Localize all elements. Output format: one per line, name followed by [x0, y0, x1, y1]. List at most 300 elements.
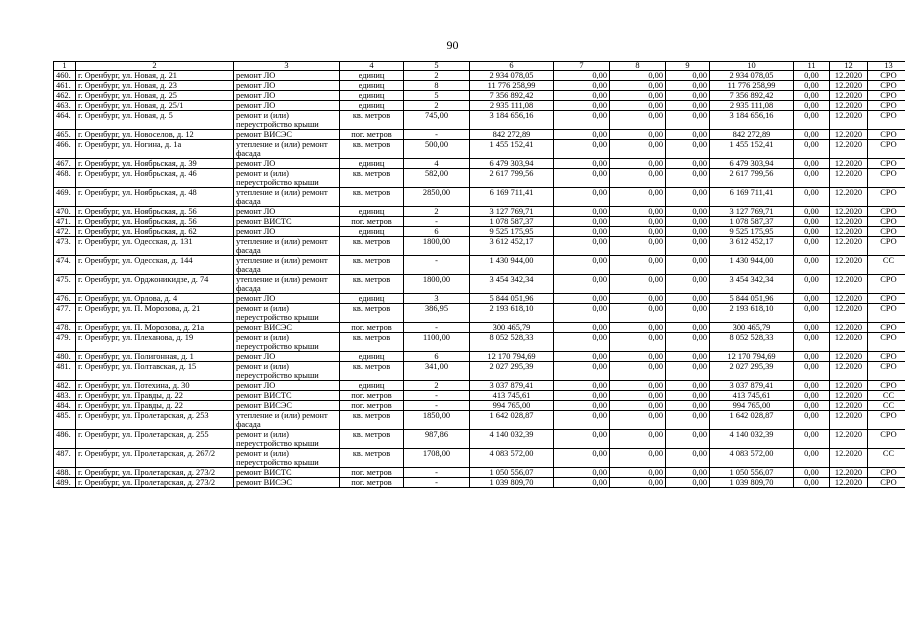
fund-cell-8: 0,00 [610, 101, 666, 111]
fund-cell-9: 0,00 [666, 304, 710, 323]
address-cell: г. Оренбург, ул. Пролетарская, д. 273/2 [76, 478, 234, 488]
fund-cell-9: 0,00 [666, 159, 710, 169]
table-row [54, 169, 905, 188]
other-funds-cell: 0,00 [794, 237, 830, 256]
address-cell: г. Оренбург, ул. Пролетарская, д. 255 [76, 430, 234, 449]
fund-cell-7: 0,00 [554, 411, 610, 430]
method-cell: СРО [868, 323, 905, 333]
address-cell: г. Оренбург, ул. Ноябрьская, д. 62 [76, 227, 234, 237]
deadline-cell: 12.2020 [830, 237, 868, 256]
fund-cell-9: 0,00 [666, 217, 710, 227]
work-type-cell: утепление и (или) ремонт фасада [234, 275, 340, 294]
other-funds-cell: 0,00 [794, 449, 830, 468]
work-type-cell: ремонт ВИСТС [234, 391, 340, 401]
work-type-cell: ремонт ЛО [234, 101, 340, 111]
fund-cell-8: 0,00 [610, 256, 666, 275]
owners-funds-cell: 3 184 656,16 [710, 111, 794, 130]
work-type-cell: утепление и (или) ремонт фасада [234, 188, 340, 207]
other-funds-cell: 0,00 [794, 101, 830, 111]
work-type-cell: ремонт ЛО [234, 159, 340, 169]
work-type-cell: ремонт ЛО [234, 81, 340, 91]
fund-cell-7: 0,00 [554, 91, 610, 101]
total-cost-cell: 6 169 711,41 [470, 188, 554, 207]
table-row [54, 411, 905, 430]
fund-cell-8: 0,00 [610, 304, 666, 323]
work-type-cell: ремонт ВИСЭС [234, 323, 340, 333]
header-cell-3: 3 [234, 62, 340, 71]
quantity-cell: 2 [404, 71, 470, 81]
table-row [54, 430, 905, 449]
work-type-cell: ремонт ЛО [234, 352, 340, 362]
row-number: 462. [54, 91, 76, 101]
owners-funds-cell: 2 027 295,39 [710, 362, 794, 381]
fund-cell-7: 0,00 [554, 478, 610, 488]
address-cell: г. Оренбург, ул. Ноябрьская, д. 46 [76, 169, 234, 188]
owners-funds-cell: 994 765,00 [710, 401, 794, 411]
address-cell: г. Оренбург, ул. П. Морозова, д. 21а [76, 323, 234, 333]
owners-funds-cell: 5 844 051,96 [710, 294, 794, 304]
other-funds-cell: 0,00 [794, 352, 830, 362]
fund-cell-8: 0,00 [610, 217, 666, 227]
method-cell: СРО [868, 352, 905, 362]
deadline-cell: 12.2020 [830, 401, 868, 411]
table-row [54, 275, 905, 294]
method-cell: СРО [868, 140, 905, 159]
fund-cell-7: 0,00 [554, 381, 610, 391]
work-type-cell: ремонт ЛО [234, 227, 340, 237]
unit-cell: пог. метров [340, 391, 404, 401]
unit-cell: пог. метров [340, 130, 404, 140]
row-number: 465. [54, 130, 76, 140]
unit-cell: пог. метров [340, 323, 404, 333]
header-cell-9: 9 [666, 62, 710, 71]
total-cost-cell: 3 454 342,34 [470, 275, 554, 294]
owners-funds-cell: 7 356 892,42 [710, 91, 794, 101]
deadline-cell: 12.2020 [830, 352, 868, 362]
total-cost-cell: 1 039 809,70 [470, 478, 554, 488]
table-row [54, 140, 905, 159]
row-number: 470. [54, 207, 76, 217]
total-cost-cell: 3 612 452,17 [470, 237, 554, 256]
method-cell: СРО [868, 188, 905, 207]
total-cost-cell: 1 642 028,87 [470, 411, 554, 430]
other-funds-cell: 0,00 [794, 430, 830, 449]
quantity-cell: 6 [404, 227, 470, 237]
header-cell-12: 12 [830, 62, 868, 71]
header-cell-7: 7 [554, 62, 610, 71]
work-type-cell: утепление и (или) ремонт фасада [234, 237, 340, 256]
total-cost-cell: 2 935 111,08 [470, 101, 554, 111]
total-cost-cell: 4 140 032,39 [470, 430, 554, 449]
fund-cell-9: 0,00 [666, 140, 710, 159]
quantity-cell: - [404, 478, 470, 488]
fund-cell-7: 0,00 [554, 81, 610, 91]
work-type-cell: ремонт ВИСЭС [234, 401, 340, 411]
owners-funds-cell: 413 745,61 [710, 391, 794, 401]
quantity-cell: 745,00 [404, 111, 470, 130]
unit-cell: единиц [340, 207, 404, 217]
fund-cell-9: 0,00 [666, 401, 710, 411]
row-number: 464. [54, 111, 76, 130]
unit-cell: единиц [340, 101, 404, 111]
fund-cell-7: 0,00 [554, 352, 610, 362]
address-cell: г. Оренбург, ул. Одесская, д. 144 [76, 256, 234, 275]
fund-cell-8: 0,00 [610, 130, 666, 140]
total-cost-cell: 9 525 175,95 [470, 227, 554, 237]
address-cell: г. Оренбург, ул. Новая, д. 23 [76, 81, 234, 91]
fund-cell-7: 0,00 [554, 159, 610, 169]
fund-cell-7: 0,00 [554, 237, 610, 256]
quantity-cell: - [404, 130, 470, 140]
unit-cell: единиц [340, 381, 404, 391]
fund-cell-7: 0,00 [554, 207, 610, 217]
owners-funds-cell: 9 525 175,95 [710, 227, 794, 237]
row-number: 486. [54, 430, 76, 449]
method-cell: СС [868, 391, 905, 401]
unit-cell: кв. метров [340, 237, 404, 256]
method-cell: СРО [868, 294, 905, 304]
fund-cell-9: 0,00 [666, 169, 710, 188]
owners-funds-cell: 1 455 152,41 [710, 140, 794, 159]
fund-cell-9: 0,00 [666, 478, 710, 488]
deadline-cell: 12.2020 [830, 391, 868, 401]
fund-cell-7: 0,00 [554, 130, 610, 140]
header-cell-6: 6 [470, 62, 554, 71]
fund-cell-7: 0,00 [554, 140, 610, 159]
work-type-cell: ремонт ВИСТС [234, 468, 340, 478]
fund-cell-7: 0,00 [554, 256, 610, 275]
deadline-cell: 12.2020 [830, 449, 868, 468]
other-funds-cell: 0,00 [794, 130, 830, 140]
address-cell: г. Оренбург, ул. Ногина, д. 1а [76, 140, 234, 159]
fund-cell-9: 0,00 [666, 362, 710, 381]
method-cell: СРО [868, 130, 905, 140]
other-funds-cell: 0,00 [794, 188, 830, 207]
total-cost-cell: 2 027 295,39 [470, 362, 554, 381]
method-cell: СС [868, 449, 905, 468]
table-row [54, 256, 905, 275]
fund-cell-8: 0,00 [610, 449, 666, 468]
fund-cell-8: 0,00 [610, 71, 666, 81]
total-cost-cell: 1 430 944,00 [470, 256, 554, 275]
table-row [54, 237, 905, 256]
fund-cell-7: 0,00 [554, 304, 610, 323]
method-cell: СРО [868, 227, 905, 237]
fund-cell-8: 0,00 [610, 391, 666, 401]
deadline-cell: 12.2020 [830, 140, 868, 159]
method-cell: СРО [868, 207, 905, 217]
fund-cell-8: 0,00 [610, 275, 666, 294]
fund-cell-7: 0,00 [554, 430, 610, 449]
deadline-cell: 12.2020 [830, 381, 868, 391]
fund-cell-7: 0,00 [554, 468, 610, 478]
table-row [54, 227, 905, 237]
total-cost-cell: 994 765,00 [470, 401, 554, 411]
quantity-cell: 1100,00 [404, 333, 470, 352]
other-funds-cell: 0,00 [794, 294, 830, 304]
quantity-cell: 500,00 [404, 140, 470, 159]
fund-cell-7: 0,00 [554, 323, 610, 333]
table-row [54, 294, 905, 304]
method-cell: СРО [868, 381, 905, 391]
work-type-cell: ремонт и (или) переустройство крыши [234, 362, 340, 381]
unit-cell: кв. метров [340, 304, 404, 323]
fund-cell-7: 0,00 [554, 333, 610, 352]
table-row [54, 159, 905, 169]
fund-cell-8: 0,00 [610, 294, 666, 304]
total-cost-cell: 1 050 556,07 [470, 468, 554, 478]
unit-cell: пог. метров [340, 217, 404, 227]
quantity-cell: 1800,00 [404, 275, 470, 294]
fund-cell-7: 0,00 [554, 71, 610, 81]
total-cost-cell: 8 052 528,33 [470, 333, 554, 352]
other-funds-cell: 0,00 [794, 169, 830, 188]
total-cost-cell: 300 465,79 [470, 323, 554, 333]
total-cost-cell: 3 184 656,16 [470, 111, 554, 130]
fund-cell-7: 0,00 [554, 362, 610, 381]
fund-cell-7: 0,00 [554, 101, 610, 111]
table-row [54, 130, 905, 140]
quantity-cell: 2 [404, 101, 470, 111]
table-row [54, 217, 905, 227]
row-number: 471. [54, 217, 76, 227]
fund-cell-8: 0,00 [610, 91, 666, 101]
method-cell: СРО [868, 169, 905, 188]
address-cell: г. Оренбург, ул. Ноябрьская, д. 39 [76, 159, 234, 169]
total-cost-cell: 1 455 152,41 [470, 140, 554, 159]
owners-funds-cell: 300 465,79 [710, 323, 794, 333]
method-cell: СС [868, 401, 905, 411]
address-cell: г. Оренбург, ул. Орлова, д. 4 [76, 294, 234, 304]
table-row [54, 101, 905, 111]
method-cell: СРО [868, 430, 905, 449]
fund-cell-9: 0,00 [666, 91, 710, 101]
address-cell: г. Оренбург, ул. Ноябрьская, д. 56 [76, 207, 234, 217]
header-row [54, 62, 905, 71]
work-type-cell: ремонт и (или) переустройство крыши [234, 449, 340, 468]
deadline-cell: 12.2020 [830, 101, 868, 111]
owners-funds-cell: 2 193 618,10 [710, 304, 794, 323]
method-cell: СРО [868, 275, 905, 294]
fund-cell-9: 0,00 [666, 468, 710, 478]
fund-cell-8: 0,00 [610, 362, 666, 381]
quantity-cell: - [404, 217, 470, 227]
row-number: 476. [54, 294, 76, 304]
row-number: 478. [54, 323, 76, 333]
work-type-cell: утепление и (или) ремонт фасада [234, 256, 340, 275]
quantity-cell: 2 [404, 207, 470, 217]
address-cell: г. Оренбург, ул. Потехина, д. 30 [76, 381, 234, 391]
fund-cell-8: 0,00 [610, 237, 666, 256]
table-row [54, 333, 905, 352]
row-number: 475. [54, 275, 76, 294]
quantity-cell: 1850,00 [404, 411, 470, 430]
owners-funds-cell: 3 612 452,17 [710, 237, 794, 256]
work-type-cell: ремонт ВИСЭС [234, 478, 340, 488]
fund-cell-9: 0,00 [666, 294, 710, 304]
row-number: 488. [54, 468, 76, 478]
fund-cell-9: 0,00 [666, 323, 710, 333]
other-funds-cell: 0,00 [794, 217, 830, 227]
row-number: 467. [54, 159, 76, 169]
work-type-cell: ремонт ЛО [234, 207, 340, 217]
table-row [54, 111, 905, 130]
deadline-cell: 12.2020 [830, 256, 868, 275]
total-cost-cell: 1 078 587,37 [470, 217, 554, 227]
table-row [54, 362, 905, 381]
header-cell-11: 11 [794, 62, 830, 71]
total-cost-cell: 11 776 258,99 [470, 81, 554, 91]
address-cell: г. Оренбург, ул. Орджоникидзе, д. 74 [76, 275, 234, 294]
table-row [54, 91, 905, 101]
address-cell: г. Оренбург, ул. П. Морозова, д. 21 [76, 304, 234, 323]
header-cell-10: 10 [710, 62, 794, 71]
header-cell-13: 13 [868, 62, 905, 71]
address-cell: г. Оренбург, ул. Новая, д. 5 [76, 111, 234, 130]
total-cost-cell: 3 037 879,41 [470, 381, 554, 391]
row-number: 484. [54, 401, 76, 411]
method-cell: СРО [868, 217, 905, 227]
table-row [54, 478, 905, 488]
method-cell: СС [868, 256, 905, 275]
total-cost-cell: 7 356 892,42 [470, 91, 554, 101]
quantity-cell: 5 [404, 91, 470, 101]
unit-cell: кв. метров [340, 362, 404, 381]
address-cell: г. Оренбург, ул. Новоселов, д. 12 [76, 130, 234, 140]
other-funds-cell: 0,00 [794, 256, 830, 275]
address-cell: г. Оренбург, ул. Правды, д. 22 [76, 401, 234, 411]
unit-cell: единиц [340, 71, 404, 81]
table-row [54, 391, 905, 401]
row-number: 489. [54, 478, 76, 488]
address-cell: г. Оренбург, ул. Новая, д. 25/1 [76, 101, 234, 111]
fund-cell-9: 0,00 [666, 71, 710, 81]
deadline-cell: 12.2020 [830, 362, 868, 381]
owners-funds-cell: 1 039 809,70 [710, 478, 794, 488]
fund-cell-8: 0,00 [610, 81, 666, 91]
total-cost-cell: 2 193 618,10 [470, 304, 554, 323]
row-number: 479. [54, 333, 76, 352]
fund-cell-9: 0,00 [666, 188, 710, 207]
page-number: 90 [446, 38, 459, 52]
work-type-cell: ремонт и (или) переустройство крыши [234, 169, 340, 188]
total-cost-cell: 3 127 769,71 [470, 207, 554, 217]
quantity-cell: 582,00 [404, 169, 470, 188]
owners-funds-cell: 2 935 111,08 [710, 101, 794, 111]
other-funds-cell: 0,00 [794, 323, 830, 333]
row-number: 482. [54, 381, 76, 391]
address-cell: г. Оренбург, ул. Ноябрьская, д. 56 [76, 217, 234, 227]
address-cell: г. Оренбург, ул. Новая, д. 21 [76, 71, 234, 81]
quantity-cell: 1708,00 [404, 449, 470, 468]
fund-cell-8: 0,00 [610, 430, 666, 449]
row-number: 487. [54, 449, 76, 468]
deadline-cell: 12.2020 [830, 111, 868, 130]
other-funds-cell: 0,00 [794, 111, 830, 130]
address-cell: г. Оренбург, ул. Пролетарская, д. 253 [76, 411, 234, 430]
works-table [53, 61, 905, 488]
quantity-cell: - [404, 256, 470, 275]
table-row [54, 323, 905, 333]
fund-cell-9: 0,00 [666, 352, 710, 362]
row-number: 460. [54, 71, 76, 81]
owners-funds-cell: 12 170 794,69 [710, 352, 794, 362]
deadline-cell: 12.2020 [830, 207, 868, 217]
method-cell: СРО [868, 478, 905, 488]
method-cell: СРО [868, 468, 905, 478]
row-number: 477. [54, 304, 76, 323]
row-number: 468. [54, 169, 76, 188]
work-type-cell: ремонт ЛО [234, 71, 340, 81]
work-type-cell: утепление и (или) ремонт фасада [234, 411, 340, 430]
table-row [54, 81, 905, 91]
work-type-cell: ремонт ВИСЭС [234, 130, 340, 140]
unit-cell: кв. метров [340, 275, 404, 294]
unit-cell: кв. метров [340, 111, 404, 130]
work-type-cell: ремонт и (или) переустройство крыши [234, 304, 340, 323]
fund-cell-8: 0,00 [610, 169, 666, 188]
owners-funds-cell: 3 454 342,34 [710, 275, 794, 294]
unit-cell: кв. метров [340, 188, 404, 207]
method-cell: СРО [868, 111, 905, 130]
fund-cell-7: 0,00 [554, 401, 610, 411]
deadline-cell: 12.2020 [830, 430, 868, 449]
header-cell-5: 5 [404, 62, 470, 71]
other-funds-cell: 0,00 [794, 333, 830, 352]
other-funds-cell: 0,00 [794, 468, 830, 478]
unit-cell: кв. метров [340, 411, 404, 430]
deadline-cell: 12.2020 [830, 159, 868, 169]
fund-cell-9: 0,00 [666, 237, 710, 256]
fund-cell-9: 0,00 [666, 430, 710, 449]
total-cost-cell: 4 083 572,00 [470, 449, 554, 468]
total-cost-cell: 2 617 799,56 [470, 169, 554, 188]
deadline-cell: 12.2020 [830, 169, 868, 188]
fund-cell-8: 0,00 [610, 411, 666, 430]
owners-funds-cell: 4 140 032,39 [710, 430, 794, 449]
row-number: 473. [54, 237, 76, 256]
owners-funds-cell: 1 430 944,00 [710, 256, 794, 275]
row-number: 483. [54, 391, 76, 401]
fund-cell-8: 0,00 [610, 227, 666, 237]
method-cell: СРО [868, 237, 905, 256]
table-row [54, 401, 905, 411]
fund-cell-8: 0,00 [610, 468, 666, 478]
unit-cell: кв. метров [340, 449, 404, 468]
fund-cell-7: 0,00 [554, 294, 610, 304]
address-cell: г. Оренбург, ул. Пролетарская, д. 267/2 [76, 449, 234, 468]
header-cell-8: 8 [610, 62, 666, 71]
other-funds-cell: 0,00 [794, 275, 830, 294]
deadline-cell: 12.2020 [830, 294, 868, 304]
fund-cell-8: 0,00 [610, 159, 666, 169]
row-number: 485. [54, 411, 76, 430]
owners-funds-cell: 842 272,89 [710, 130, 794, 140]
header-cell-4: 4 [340, 62, 404, 71]
method-cell: СРО [868, 101, 905, 111]
other-funds-cell: 0,00 [794, 227, 830, 237]
address-cell: г. Оренбург, ул. Ноябрьская, д. 48 [76, 188, 234, 207]
other-funds-cell: 0,00 [794, 140, 830, 159]
other-funds-cell: 0,00 [794, 81, 830, 91]
address-cell: г. Оренбург, ул. Правды, д. 22 [76, 391, 234, 401]
other-funds-cell: 0,00 [794, 159, 830, 169]
unit-cell: кв. метров [340, 430, 404, 449]
fund-cell-9: 0,00 [666, 411, 710, 430]
row-number: 463. [54, 101, 76, 111]
fund-cell-9: 0,00 [666, 130, 710, 140]
deadline-cell: 12.2020 [830, 323, 868, 333]
